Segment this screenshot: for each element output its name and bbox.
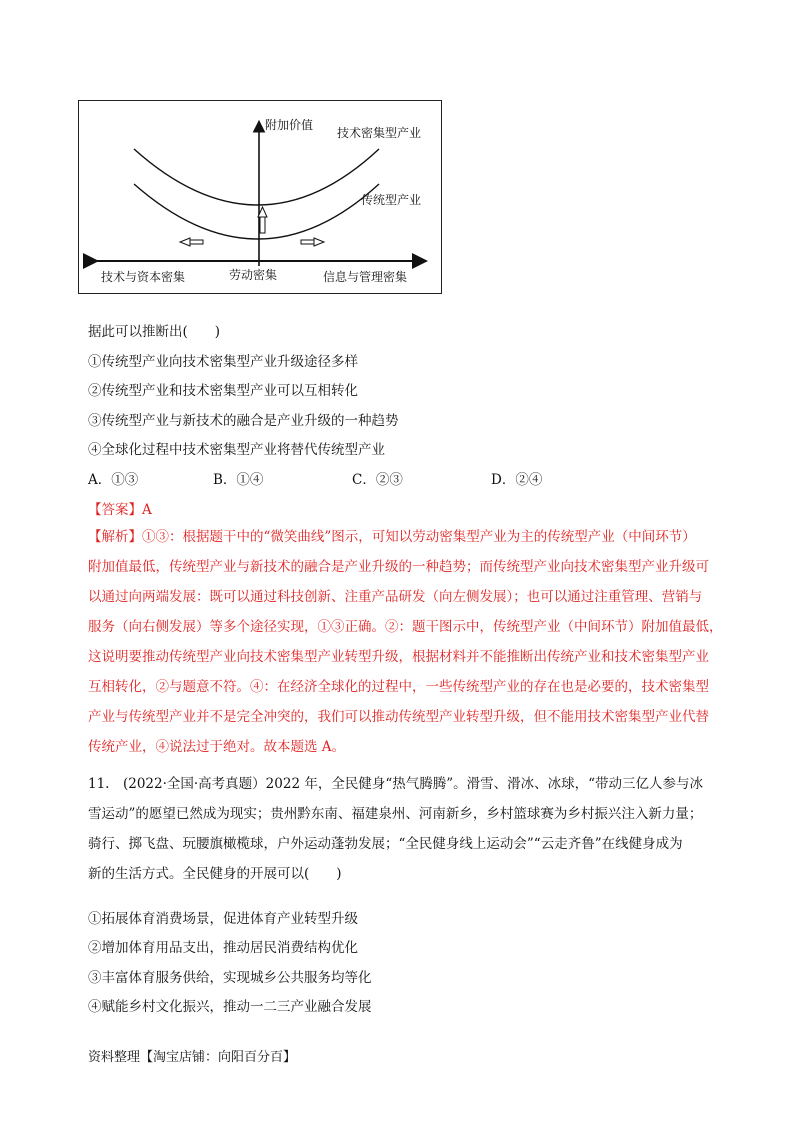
stem-line: 11. (2022·全国·高考真题）2022 年，全民健身“热气腾腾”。滑雪、滑冰、冰球，“带动三亿人参与冰: [88, 776, 704, 792]
analysis-line: 【解析】①③：根据题干中的“微笑曲线”图示，可知以劳动密集型产业为主的传统型产业（中间环节）: [88, 529, 696, 545]
analysis-line: 这说明要推动传统型产业向技术密集型产业转型升级，根据材料并不能推断出传统产业和技术密集型产业: [88, 649, 709, 665]
lower-curve-label: 传统型产业: [361, 193, 422, 207]
smile-curve-figure: [78, 100, 442, 294]
analysis-line: 产业与传统型产业并不是完全冲突的，我们可以推动传统型产业转型升级，但不能用技术密集型产业代替: [88, 709, 709, 725]
analysis-line: 以通过向两端发展：既可以通过科技创新、注重产品研发（向左侧发展）；也可以通过注重管理、营销与: [88, 589, 703, 605]
right-arrow-icon: [301, 238, 324, 246]
option-a: A．①③: [88, 472, 139, 488]
answer: 【答案】A: [88, 502, 152, 518]
statement-1: ①传统型产业向技术密集型产业升级途径多样: [88, 354, 358, 370]
analysis-line: 服务（向右侧发展）等多个途径实现，①③正确。②：题干图示中，传统型产业（中间环节）附加值最低，: [88, 619, 723, 635]
option-b: B．①④: [213, 472, 264, 488]
statement-4: ④全球化过程中技术密集型产业将替代传统型产业: [88, 442, 385, 458]
q11-statement-3: ③丰富体育服务供给，实现城乡公共服务均等化: [88, 970, 372, 986]
statement-3: ③传统型产业与新技术的融合是产业升级的一种趋势: [88, 413, 399, 429]
stem-line: 雪运动”的愿望已然成为现实；贵州黔东南、福建泉州、河南新乡，乡村篮球赛为乡村振兴注入新力量；: [88, 806, 703, 822]
q11-statement-2: ②增加体育用品支出，推动居民消费结构优化: [88, 940, 358, 956]
stem-line: 骑行、掷飞盘、玩腰旗橄榄球，户外运动蓬勃发展；“全民健身线上运动会”“云走齐鲁”在线健身成为: [88, 836, 683, 852]
y-axis-label: 附加价值: [265, 118, 314, 132]
x-left-label: 技术与资本密集: [101, 270, 186, 284]
smile-curve-diagram: [79, 101, 443, 295]
x-right-label: 信息与管理密集: [323, 270, 408, 284]
x-center-label: 劳动密集: [229, 268, 278, 282]
analysis-line: 附加值最低，传统型产业与新技术的融合是产业升级的一种趋势；而传统型产业向技术密集型产业升级可: [88, 559, 709, 575]
question-stem: 据此可以推断出( ): [88, 324, 221, 340]
lower-curve: [134, 184, 379, 239]
statement-2: ②传统型产业和技术密集型产业可以互相转化: [88, 383, 358, 399]
option-d: D．②④: [491, 472, 543, 488]
q11-statement-4: ④赋能乡村文化振兴，推动一二三产业融合发展: [88, 999, 372, 1015]
upper-curve-label: 技术密集型产业: [337, 126, 422, 140]
upper-curve: [134, 149, 379, 205]
option-c: C．②③: [352, 472, 403, 488]
analysis-line: 传统产业，④说法过于绝对。故本题选 A。: [88, 739, 346, 755]
analysis-paragraph: [88, 522, 728, 762]
stem-line: 新的生活方式。全民健身的开展可以( ): [88, 866, 342, 882]
footer-text: 资料整理【淘宝店铺：向阳百分百】: [88, 1050, 297, 1065]
q11-statement-1: ①拓展体育消费场景，促进体育产业转型升级: [88, 911, 358, 927]
analysis-line: 互相转化，②与题意不符。④：在经济全球化的过程中，一些传统型产业的存在也是必要的，技术密集型: [88, 679, 709, 695]
left-arrow-icon: [180, 238, 203, 246]
question-11-stem: [88, 769, 728, 889]
